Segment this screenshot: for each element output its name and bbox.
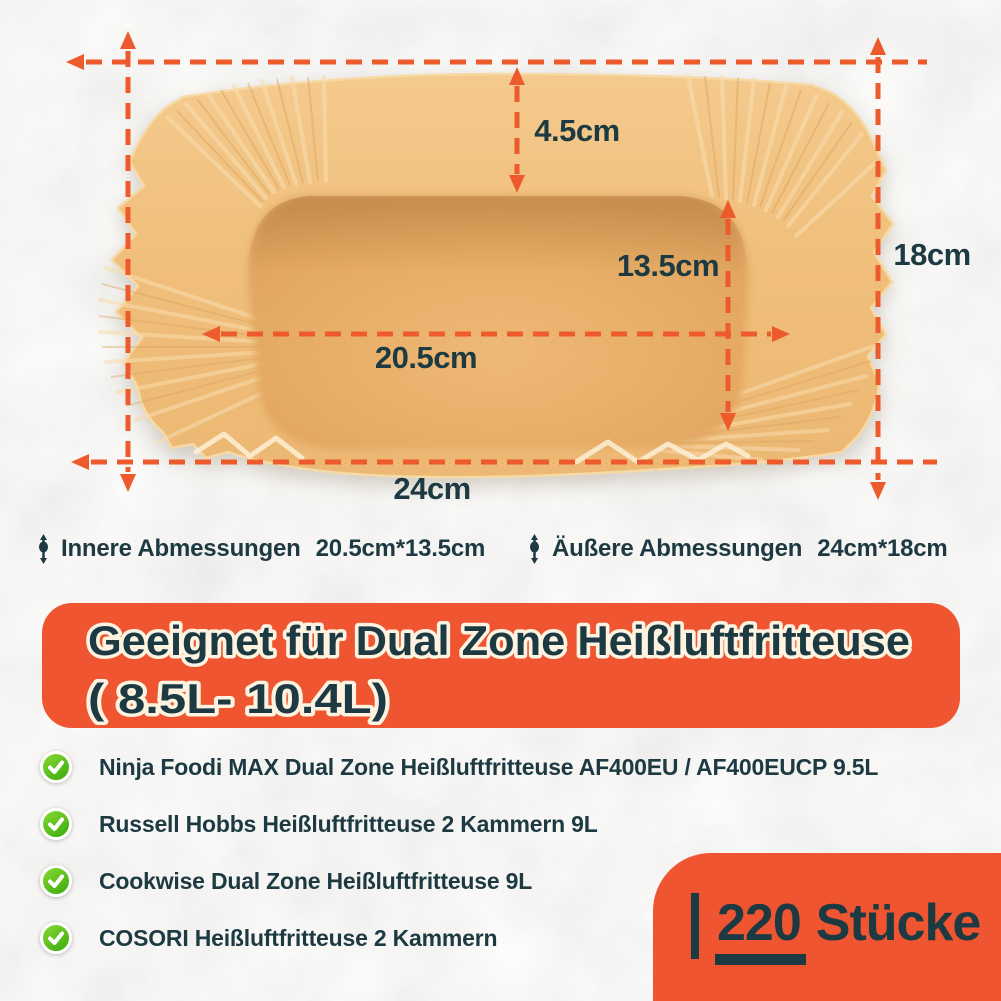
suitability-banner-text <box>42 603 960 728</box>
dim-label-outer-height: 18cm <box>893 237 971 272</box>
dim-label-outer-width: 24cm <box>393 471 471 506</box>
piece-count-badge <box>653 853 1001 1001</box>
inner-dimensions-summary <box>36 534 485 564</box>
suitability-banner <box>42 603 960 728</box>
check-circle-icon <box>40 865 72 897</box>
piece-count-unit: Stücke <box>815 894 981 952</box>
inner-dimensions-value: 20.5cm*13.5cm <box>315 535 486 562</box>
dimension-pin-icon <box>527 534 542 564</box>
list-item-label: Ninja Foodi MAX Dual Zone Heißluftfritteuse AF400EU / AF400EUCP 9.5L <box>99 753 879 780</box>
inner-dimensions-label: Innere Abmessungen <box>61 535 301 562</box>
outer-dimensions-value: 24cm*18cm <box>817 535 948 562</box>
list-item <box>40 750 985 784</box>
dashed-dimension-lines <box>86 51 937 480</box>
dim-label-inner-width: 20.5cm <box>374 340 478 375</box>
check-circle-icon <box>40 751 72 783</box>
dimension-arrowheads <box>66 31 886 500</box>
banner-line2: ( 8.5L- 10.4L) <box>88 675 388 722</box>
list-item-label: Russell Hobbs Heißluftfritteuse 2 Kammern 9L <box>99 810 598 837</box>
outer-dimensions-label: Äußere Abmessungen <box>552 535 803 562</box>
check-circle-icon <box>40 808 72 840</box>
banner-line1: Geeignet für Dual Zone Heißluftfritteuse <box>88 617 910 664</box>
piece-count-number: 220 <box>715 897 806 965</box>
dim-label-inner-height: 13.5cm <box>616 248 720 283</box>
check-circle-icon <box>40 922 72 954</box>
list-item-label: COSORI Heißluftfritteuse 2 Kammern <box>99 924 498 951</box>
list-item <box>40 807 985 841</box>
piece-count-text <box>715 894 981 965</box>
outer-dimensions-summary <box>527 534 948 564</box>
dim-label-rim-depth: 4.5cm <box>534 113 620 148</box>
badge-divider-bar <box>691 893 699 959</box>
dimension-pin-icon <box>36 534 51 564</box>
list-item-label: Cookwise Dual Zone Heißluftfritteuse 9L <box>99 867 533 894</box>
